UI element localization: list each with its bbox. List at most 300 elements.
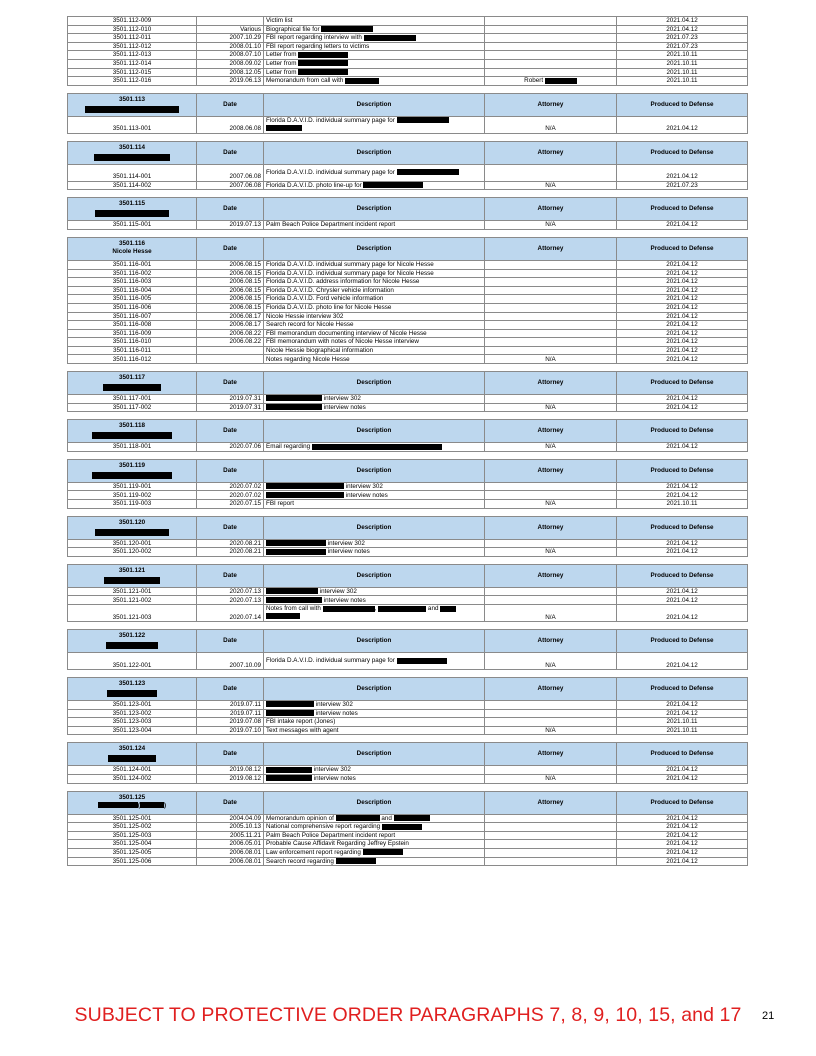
description-cell: interview notes <box>264 774 485 783</box>
table-row <box>68 848 748 857</box>
section-number-cell <box>68 459 197 482</box>
attorney-cell: N/A <box>485 774 617 783</box>
produced-date-cell: 2021.10.11 <box>617 718 748 727</box>
produced-date-cell: 2021.10.11 <box>617 77 748 86</box>
description-cell: Florida D.A.V.I.D. Ford vehicle information <box>264 295 485 304</box>
section-header-row <box>68 141 748 164</box>
redaction-box <box>140 802 164 808</box>
document-id-cell: 3501.125-003 <box>68 831 197 840</box>
redaction-box <box>266 540 326 546</box>
document-id-cell: 3501.120-001 <box>68 539 197 548</box>
document-id-cell: 3501.116-004 <box>68 286 197 295</box>
section-number: 3501.121 <box>118 566 146 574</box>
date-cell: Various <box>197 25 264 34</box>
table-row <box>68 709 748 718</box>
date-cell: 2008.09.02 <box>197 59 264 68</box>
produced-header: Produced to Defense <box>617 372 748 395</box>
date-cell: 2006.08.01 <box>197 857 264 866</box>
date-cell: 2005.10.13 <box>197 823 264 832</box>
attorney-cell <box>485 840 617 849</box>
description-cell: interview 302 <box>264 482 485 491</box>
section-number: 3501.117 <box>119 374 145 382</box>
date-cell: 2019.07.10 <box>197 726 264 735</box>
produced-date-cell: 2021.04.12 <box>617 653 748 670</box>
date-header: Date <box>197 459 264 482</box>
attorney-cell <box>485 25 617 34</box>
table-row <box>68 260 748 269</box>
table-row <box>68 395 748 404</box>
document-id-cell: 3501.125-001 <box>68 814 197 823</box>
produced-date-cell: 2021.04.12 <box>617 329 748 338</box>
section-number: 3501.124 <box>118 745 146 753</box>
description-cell: Letter from <box>264 68 485 77</box>
produced-header: Produced to Defense <box>617 564 748 587</box>
attorney-cell <box>485 596 617 605</box>
description-cell: Florida D.A.V.I.D. individual summary page for <box>264 116 485 133</box>
redaction-box <box>266 483 344 489</box>
section-number: 3501.119 <box>119 461 145 469</box>
produced-date-cell: 2021.04.12 <box>617 831 748 840</box>
redaction-box <box>397 117 449 123</box>
produced-header: Produced to Defense <box>617 237 748 260</box>
witness-name-redaction <box>95 529 169 536</box>
redaction-box <box>266 613 300 619</box>
attorney-header: Attorney <box>485 678 617 701</box>
spacer-row <box>68 229 748 237</box>
attorney-cell: N/A <box>485 653 617 670</box>
produced-header: Produced to Defense <box>617 516 748 539</box>
redaction-box <box>266 395 322 401</box>
produced-date-cell: 2021.04.12 <box>617 701 748 710</box>
attorney-header: Attorney <box>485 93 617 116</box>
description-cell: Florida D.A.V.I.D. photo line for Nicole Hesse <box>264 303 485 312</box>
table-row <box>68 286 748 295</box>
section-number: 3501.125 <box>118 793 146 801</box>
produced-date-cell: 2021.04.12 <box>617 443 748 452</box>
description-header: Description <box>264 372 485 395</box>
date-cell: 2006.08.15 <box>197 269 264 278</box>
date-cell: 2006.08.15 <box>197 260 264 269</box>
redaction-box <box>336 858 376 864</box>
attorney-header: Attorney <box>485 372 617 395</box>
date-cell: 2019.07.13 <box>197 221 264 230</box>
table-row <box>68 726 748 735</box>
section-number-cell <box>68 93 197 116</box>
redaction-box <box>266 125 302 131</box>
attorney-header: Attorney <box>485 141 617 164</box>
redaction-box <box>440 606 456 612</box>
description-cell: Palm Beach Police Department incident report <box>264 831 485 840</box>
description-cell: interview 302 <box>264 766 485 775</box>
document-id-cell: 3501.115-001 <box>68 221 197 230</box>
section-header-row <box>68 630 748 653</box>
produced-date-cell: 2021.07.23 <box>617 42 748 51</box>
attorney-cell <box>485 17 617 26</box>
attorney-cell <box>485 269 617 278</box>
attorney-cell <box>485 59 617 68</box>
table-row <box>68 857 748 866</box>
page-number: 21 <box>762 1010 775 1022</box>
redaction-box <box>312 444 442 450</box>
table-row <box>68 25 748 34</box>
attorney-cell <box>485 848 617 857</box>
description-header: Description <box>264 791 485 814</box>
document-id-cell: 3501.116-001 <box>68 260 197 269</box>
document-id-cell: 3501.116-003 <box>68 278 197 287</box>
attorney-cell: N/A <box>485 726 617 735</box>
table-row <box>68 701 748 710</box>
document-id-cell: 3501.124-002 <box>68 774 197 783</box>
attorney-cell <box>485 164 617 181</box>
section-header-row <box>68 198 748 221</box>
description-cell: Search record regarding <box>264 857 485 866</box>
produced-header: Produced to Defense <box>617 420 748 443</box>
produced-date-cell: 2021.04.12 <box>617 605 748 622</box>
date-cell: 2007.06.08 <box>197 164 264 181</box>
witness-name-redaction <box>104 577 160 584</box>
attorney-cell <box>485 295 617 304</box>
description-cell: interview 302 <box>264 395 485 404</box>
spacer-row <box>68 133 748 141</box>
witness-name-redaction <box>107 690 157 697</box>
redaction-box <box>98 802 138 808</box>
description-cell: Florida D.A.V.I.D. Chrysler vehicle information <box>264 286 485 295</box>
redaction-box <box>298 52 348 58</box>
section-number: 3501.118 <box>119 422 145 430</box>
spacer-row <box>68 783 748 791</box>
attorney-header: Attorney <box>485 564 617 587</box>
document-id-cell: 3501.125-006 <box>68 857 197 866</box>
document-id-cell: 3501.112-016 <box>68 77 197 86</box>
document-id-cell: 3501.112-010 <box>68 25 197 34</box>
redaction-box <box>323 606 375 612</box>
description-cell: Florida D.A.V.I.D. individual summary page for <box>264 164 485 181</box>
produced-date-cell: 2021.04.12 <box>617 482 748 491</box>
section-number-cell <box>68 516 197 539</box>
attorney-cell: N/A <box>485 605 617 622</box>
table-row <box>68 17 748 26</box>
table-row <box>68 51 748 60</box>
description-header: Description <box>264 198 485 221</box>
attorney-cell: Robert <box>485 77 617 86</box>
table-row <box>68 831 748 840</box>
attorney-cell <box>485 321 617 330</box>
redaction-box <box>321 26 373 32</box>
date-header: Date <box>197 564 264 587</box>
document-id-cell: 3501.112-012 <box>68 42 197 51</box>
redaction-box <box>266 767 312 773</box>
date-header: Date <box>197 630 264 653</box>
document-id-cell: 3501.116-007 <box>68 312 197 321</box>
exhibit-index-table <box>67 16 748 866</box>
produced-date-cell: 2021.04.12 <box>617 814 748 823</box>
attorney-cell <box>485 491 617 500</box>
description-cell: Search record for Nicole Hesse <box>264 321 485 330</box>
document-id-cell: 3501.121-002 <box>68 596 197 605</box>
witness-name: Nicole Hesse <box>112 247 152 255</box>
document-id-cell: 3501.125-004 <box>68 840 197 849</box>
table-row <box>68 491 748 500</box>
produced-date-cell: 2021.10.11 <box>617 59 748 68</box>
attorney-cell <box>485 51 617 60</box>
attorney-header: Attorney <box>485 743 617 766</box>
date-cell: 2005.11.21 <box>197 831 264 840</box>
section-header-row <box>68 791 748 814</box>
date-cell: 2019.07.31 <box>197 395 264 404</box>
section-number: 3501.115 <box>119 200 145 208</box>
section-number-cell <box>68 791 197 814</box>
attorney-cell <box>485 587 617 596</box>
description-cell: FBI report regarding letters to victims <box>264 42 485 51</box>
produced-date-cell: 2021.04.12 <box>617 269 748 278</box>
section-header-row <box>68 93 748 116</box>
document-id-cell: 3501.116-002 <box>68 269 197 278</box>
produced-date-cell: 2021.04.12 <box>617 260 748 269</box>
description-cell: Email regarding <box>264 443 485 452</box>
date-cell: 2019.08.12 <box>197 766 264 775</box>
redaction-box <box>266 404 322 410</box>
date-cell: 2006.08.01 <box>197 848 264 857</box>
description-header: Description <box>264 564 485 587</box>
date-cell: 2019.06.13 <box>197 77 264 86</box>
spacer-row <box>68 508 748 516</box>
produced-date-cell: 2021.04.12 <box>617 303 748 312</box>
description-header: Description <box>264 630 485 653</box>
produced-date-cell: 2021.04.12 <box>617 848 748 857</box>
section-number-cell <box>68 743 197 766</box>
attorney-cell <box>485 395 617 404</box>
table-row <box>68 500 748 509</box>
date-cell: 2020.07.06 <box>197 443 264 452</box>
section-header-row <box>68 237 748 260</box>
date-header: Date <box>197 93 264 116</box>
table-row <box>68 181 748 190</box>
attorney-cell <box>485 831 617 840</box>
document-id-cell: 3501.122-001 <box>68 653 197 670</box>
document-id-cell: 3501.123-002 <box>68 709 197 718</box>
section-number: 3501.113 <box>119 95 145 103</box>
document-id-cell: 3501.114-001 <box>68 164 197 181</box>
document-id-cell: 3501.120-002 <box>68 548 197 557</box>
redaction-box <box>266 588 318 594</box>
description-cell: interview 302 <box>264 539 485 548</box>
date-cell: 2020.07.02 <box>197 482 264 491</box>
produced-date-cell: 2021.04.12 <box>617 355 748 364</box>
document-id-cell: 3501.116-008 <box>68 321 197 330</box>
produced-date-cell: 2021.10.11 <box>617 726 748 735</box>
date-cell: 2006.08.22 <box>197 338 264 347</box>
attorney-cell <box>485 34 617 43</box>
attorney-cell: N/A <box>485 355 617 364</box>
table-row <box>68 278 748 287</box>
description-cell: FBI memorandum documenting interview of Nicole Hesse <box>264 329 485 338</box>
produced-date-cell: 2021.04.12 <box>617 587 748 596</box>
document-id-cell: 3501.116-011 <box>68 346 197 355</box>
redaction-box <box>382 824 422 830</box>
date-header: Date <box>197 791 264 814</box>
section-number: 3501.123 <box>118 680 146 687</box>
attorney-header: Attorney <box>485 630 617 653</box>
date-cell: 2019.07.31 <box>197 403 264 412</box>
description-header: Description <box>264 678 485 701</box>
redaction-box <box>345 78 379 84</box>
attorney-cell: N/A <box>485 403 617 412</box>
attorney-cell <box>485 701 617 710</box>
attorney-cell: N/A <box>485 443 617 452</box>
witness-name-redaction <box>108 755 156 762</box>
document-id-cell: 3501.121-003 <box>68 605 197 622</box>
redaction-box <box>545 78 577 84</box>
date-cell: 2006.05.01 <box>197 840 264 849</box>
redaction-box <box>266 597 322 603</box>
date-header: Date <box>197 516 264 539</box>
attorney-cell <box>485 338 617 347</box>
date-cell: 2019.07.08 <box>197 718 264 727</box>
attorney-cell <box>485 814 617 823</box>
attorney-cell <box>485 857 617 866</box>
document-id-cell: 3501.124-001 <box>68 766 197 775</box>
redaction-box <box>378 606 426 612</box>
attorney-cell <box>485 766 617 775</box>
document-id-cell: 3501.118-001 <box>68 443 197 452</box>
date-cell: 2020.07.13 <box>197 587 264 596</box>
date-cell: 2006.08.15 <box>197 286 264 295</box>
date-cell: 2004.04.09 <box>197 814 264 823</box>
section-header-row <box>68 564 748 587</box>
date-cell <box>197 355 264 364</box>
produced-date-cell: 2021.04.12 <box>617 221 748 230</box>
date-cell: 2007.10.29 <box>197 34 264 43</box>
produced-date-cell: 2021.04.12 <box>617 321 748 330</box>
table-row <box>68 59 748 68</box>
document-id-cell: 3501.116-010 <box>68 338 197 347</box>
witness-name-redaction <box>95 210 169 217</box>
date-cell: 2006.08.15 <box>197 295 264 304</box>
date-cell: 2019.07.11 <box>197 709 264 718</box>
description-cell: Florida D.A.V.I.D. individual summary page for Nicole Hesse <box>264 269 485 278</box>
table-row <box>68 482 748 491</box>
spacer-row <box>68 190 748 198</box>
redaction-box <box>364 35 416 41</box>
produced-date-cell: 2021.04.12 <box>617 823 748 832</box>
redaction-box <box>363 849 403 855</box>
document-id-cell: 3501.112-011 <box>68 34 197 43</box>
date-cell: 2008.06.08 <box>197 116 264 133</box>
date-cell: 2008.12.05 <box>197 68 264 77</box>
document-id-cell: 3501.123-001 <box>68 701 197 710</box>
section-header-row <box>68 459 748 482</box>
table-row <box>68 774 748 783</box>
document-page <box>67 16 747 866</box>
date-header: Date <box>197 141 264 164</box>
attorney-cell <box>485 482 617 491</box>
description-cell: interview 302 <box>264 701 485 710</box>
document-id-cell: 3501.112-009 <box>68 17 197 26</box>
description-cell: Memorandum from call with <box>264 77 485 86</box>
description-cell: interview notes <box>264 403 485 412</box>
produced-header: Produced to Defense <box>617 743 748 766</box>
produced-header: Produced to Defense <box>617 93 748 116</box>
table-row <box>68 548 748 557</box>
table-row <box>68 355 748 364</box>
description-cell: FBI intake report (Jones) <box>264 718 485 727</box>
description-cell: National comprehensive report regarding <box>264 823 485 832</box>
produced-date-cell: 2021.07.23 <box>617 181 748 190</box>
table-row <box>68 814 748 823</box>
section-number-cell <box>68 237 197 260</box>
redaction-box <box>394 815 430 821</box>
document-id-cell: 3501.116-005 <box>68 295 197 304</box>
produced-date-cell: 2021.10.11 <box>617 500 748 509</box>
date-header: Date <box>197 420 264 443</box>
description-header: Description <box>264 237 485 260</box>
date-cell: 2019.08.12 <box>197 774 264 783</box>
description-cell: interview notes <box>264 491 485 500</box>
table-row <box>68 653 748 670</box>
table-row <box>68 823 748 832</box>
attorney-header: Attorney <box>485 237 617 260</box>
redaction-box <box>336 815 380 821</box>
attorney-header: Attorney <box>485 459 617 482</box>
description-cell: Letter from <box>264 51 485 60</box>
attorney-cell <box>485 823 617 832</box>
table-row <box>68 312 748 321</box>
date-cell: 2006.08.15 <box>197 278 264 287</box>
section-header-row <box>68 678 748 701</box>
attorney-header: Attorney <box>485 516 617 539</box>
document-id-cell: 3501.112-015 <box>68 68 197 77</box>
table-row <box>68 303 748 312</box>
produced-date-cell: 2021.04.12 <box>617 164 748 181</box>
witness-name-redaction <box>94 154 170 161</box>
witness-name-redaction <box>103 384 161 391</box>
attorney-cell: N/A <box>485 548 617 557</box>
witness-name-redaction <box>106 642 158 649</box>
date-header: Date <box>197 372 264 395</box>
table-row <box>68 718 748 727</box>
spacer-row <box>68 622 748 630</box>
date-header: Date <box>197 237 264 260</box>
description-cell: Florida D.A.V.I.D. address information for Nicole Hesse <box>264 278 485 287</box>
witness-name-redaction <box>85 106 179 113</box>
section-header-row <box>68 372 748 395</box>
description-cell: Florida D.A.V.I.D. photo line-up for <box>264 181 485 190</box>
attorney-cell: N/A <box>485 181 617 190</box>
attorney-cell <box>485 709 617 718</box>
produced-date-cell: 2021.10.11 <box>617 68 748 77</box>
produced-date-cell: 2021.04.12 <box>617 278 748 287</box>
description-cell: Law enforcement report regarding <box>264 848 485 857</box>
description-cell: Memorandum opinion of and <box>264 814 485 823</box>
table-row <box>68 77 748 86</box>
date-cell: 2008.01.10 <box>197 42 264 51</box>
date-header: Date <box>197 198 264 221</box>
produced-date-cell: 2021.04.12 <box>617 709 748 718</box>
table-row <box>68 346 748 355</box>
table-row <box>68 403 748 412</box>
section-header-row <box>68 743 748 766</box>
date-cell: 2020.08.21 <box>197 548 264 557</box>
witness-name-redaction <box>92 472 172 479</box>
description-cell: FBI memorandum with notes of Nicole Hesse interview <box>264 338 485 347</box>
produced-date-cell: 2021.04.12 <box>617 857 748 866</box>
table-row <box>68 329 748 338</box>
date-cell: 2006.08.22 <box>197 329 264 338</box>
description-cell: Notes regarding Nicole Hesse <box>264 355 485 364</box>
produced-date-cell: 2021.04.12 <box>617 395 748 404</box>
document-id-cell: 3501.112-014 <box>68 59 197 68</box>
table-row <box>68 269 748 278</box>
